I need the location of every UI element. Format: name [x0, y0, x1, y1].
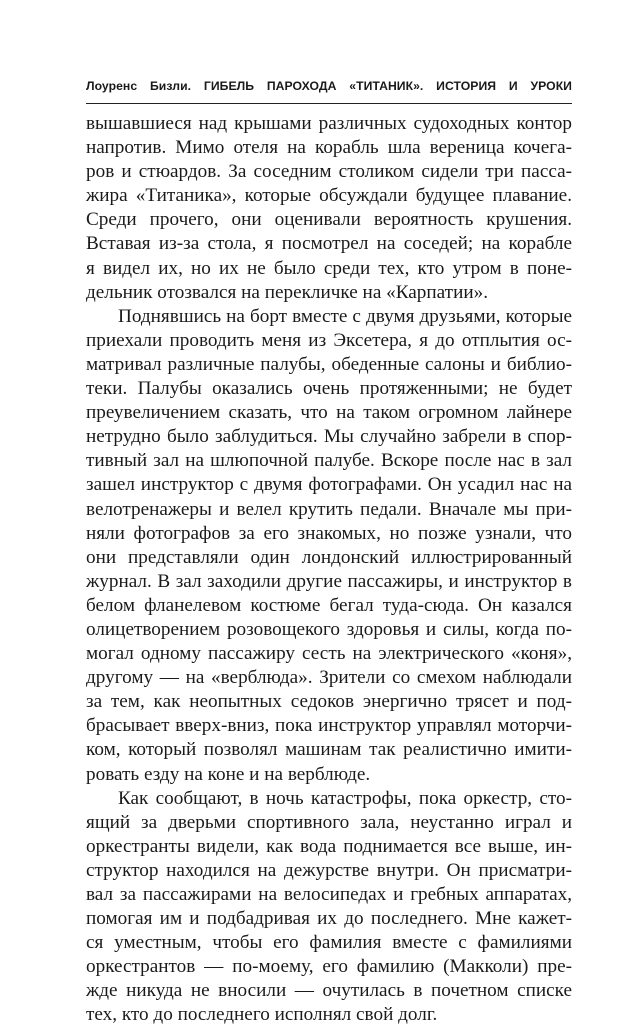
text-line: они представляли один лондонский иллюстрированный: [86, 546, 572, 568]
text-line: другому — на «верблюда». Зрители со смехом наблюдали: [86, 667, 572, 689]
text-line: зашел инструктор с двумя фотографами. Он усадил нас на: [86, 474, 572, 496]
header-rule: [86, 103, 572, 104]
paragraph: [86, 112, 572, 305]
text-line: Как сообщают, в ночь катастрофы, пока оркестр, сто-: [118, 787, 572, 809]
text-line: структор находился на дежурстве внутри. Он присматри-: [86, 859, 572, 881]
text-line: вышавшиеся над крышами различных судоходных контор: [86, 113, 572, 134]
text-line: напротив. Мимо отеля на корабль шла вереница кочега-: [86, 137, 572, 159]
text-line: белом фланелевом костюме бегал туда-сюда. Он казался: [86, 594, 572, 616]
text-line: Вставая из-за стола, я посмотрел на соседей; на корабле: [86, 233, 572, 255]
text-line: ком, который позволял машинам так реалистично имити-: [86, 739, 572, 761]
text-line: Среди прочего, они оценивали вероятность крушения.: [86, 209, 572, 231]
text-line: тивный зал на шлюпочной палубе. Вскоре после нас в зал: [86, 450, 572, 472]
text-line: журнал. В зал заходили другие пассажиры, и инструктор в: [86, 570, 572, 592]
text-line: могал одному пассажиру сесть на электрического «коня»,: [86, 643, 572, 665]
text-line: оркестранты видели, как вода поднимается все выше, ин-: [86, 835, 572, 857]
text-line: олицетворением розовощекого здоровья и силы, когда по-: [86, 618, 572, 640]
text-line: няли фотографов за его знакомых, но позже узнали, что: [86, 522, 572, 544]
text-line: вал за пассажирами на велосипедах и гребных аппаратах,: [86, 884, 572, 905]
text-line: нетрудно было заблудиться. Мы случайно забрели в спор-: [86, 426, 572, 448]
running-header: Лоуренс Бизли. ГИБЕЛЬ ПАРОХОДА «ТИТАНИК». ИСТОРИЯ И УРОКИ: [86, 79, 572, 93]
text-line: матривал различные палубы, обеденные салоны и библио-: [86, 353, 572, 375]
text-line: приехали проводить меня из Эксетера, я до отплытия ос-: [86, 329, 572, 351]
text-line: жира «Титаника», которые обсуждали будущее плавание.: [86, 185, 572, 207]
text-line: теки. Палубы оказались очень протяженными; не будет: [86, 378, 572, 400]
text-line: преувеличением сказать, что на таком огромном лайнере: [86, 402, 572, 424]
text-line: помогая им и подбадривая их до последнего. Мне кажет-: [86, 908, 572, 930]
text-line: ся уместным, чтобы его фамилия вместе с фамилиями: [86, 932, 572, 954]
text-line: за тем, как неопытных седоков энергично трясет и под-: [86, 691, 572, 713]
text-line: дельник отозвался на перекличке на «Карпатии».: [86, 281, 488, 303]
text-line: тех, кто до последнего исполнял свой долг.: [86, 1004, 438, 1026]
text-line: жде никуда не вносили — очутилась в почетном списке: [86, 980, 572, 1002]
paragraph: [86, 305, 572, 787]
text-line: я видел их, но их не было среди тех, кто утром в поне-: [86, 257, 572, 279]
text-line: ров и стюардов. За соседним столиком сидели три пасса-: [86, 161, 572, 183]
text-line: ящий за дверьми спортивного зала, неустанно играл и: [86, 811, 572, 833]
paragraph: [86, 787, 572, 1028]
text-line: велотренажеры и велел крутить педали. Вначале мы при-: [86, 498, 572, 520]
text-line: Поднявшись на борт вместе с двумя друзьями, которые: [118, 305, 572, 327]
text-line: брасывает вверх-вниз, пока инструктор управлял моторчи-: [86, 715, 572, 737]
text-line: ровать езду на коне и на верблюде.: [86, 763, 371, 785]
text-line: оркестрантов — по-моему, его фамилию (Макколи) пре-: [86, 956, 572, 978]
body-text: [86, 112, 572, 1028]
